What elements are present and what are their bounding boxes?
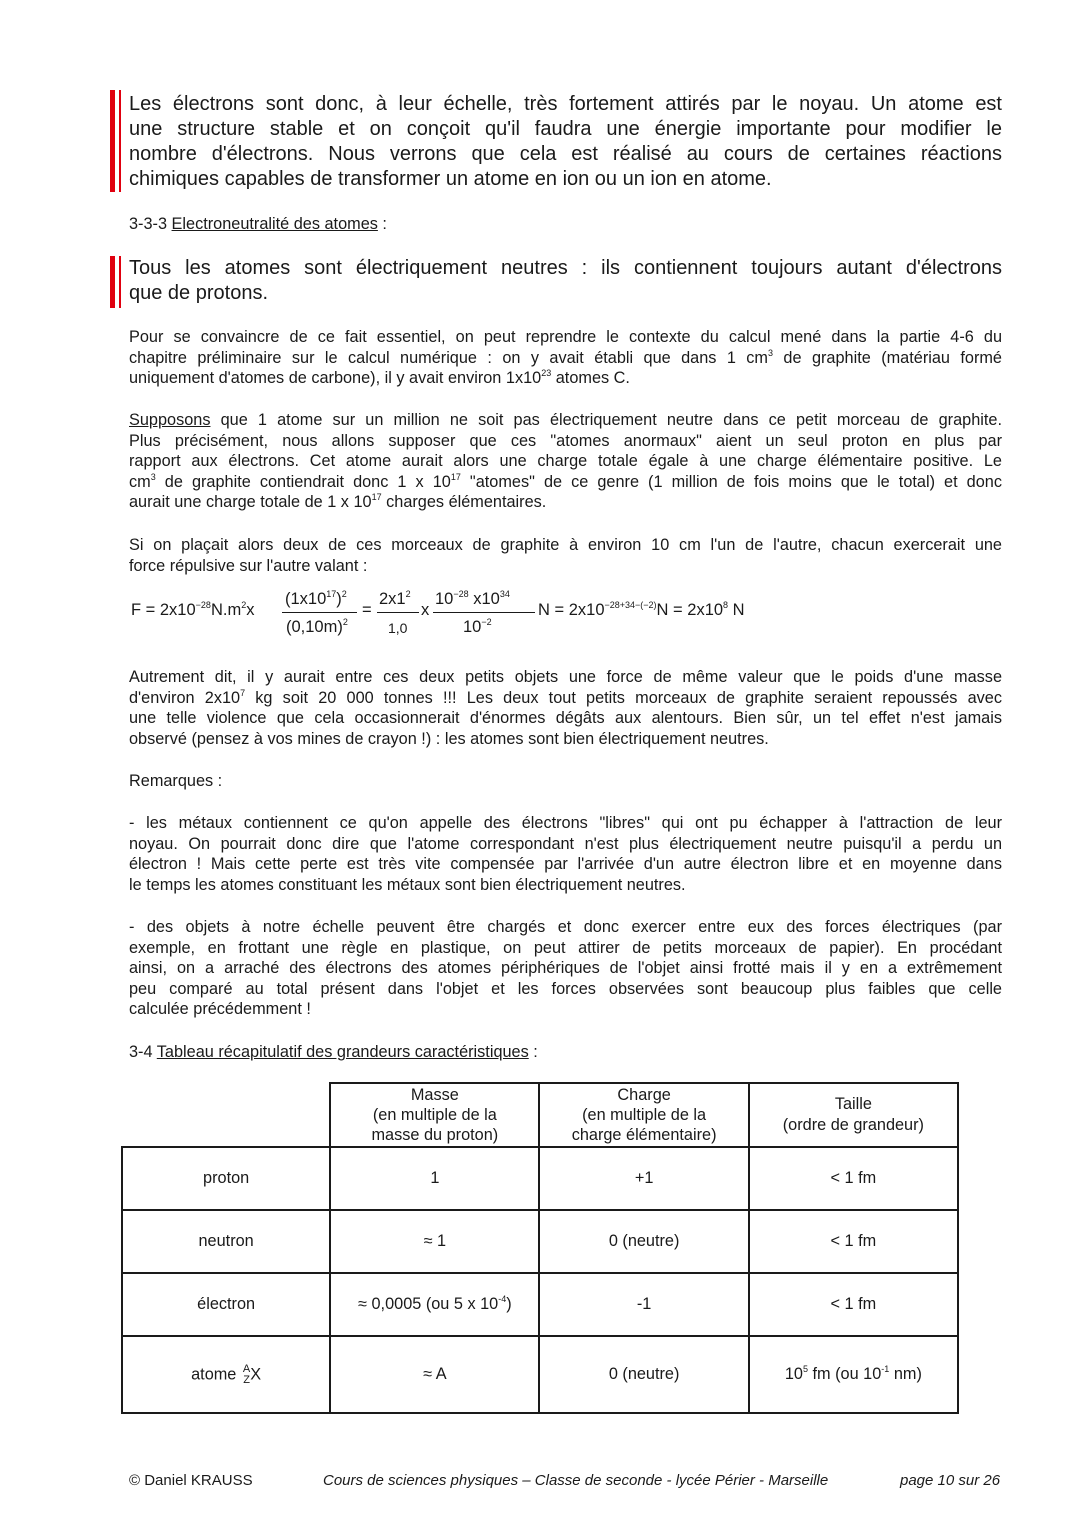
formula-text: 2x1 [379,590,406,608]
text-run-underlined: Supposons [129,411,211,429]
formula-denominator [286,618,348,637]
superscript: 7 [240,687,246,698]
cell-taille: < 1 fm [749,1147,958,1210]
footer-author: © Daniel KRAUSS [129,1472,253,1489]
text-run: que 1 atome sur un million ne soit pas électriquement neutre dans ce petit morceau de graphite. [210,411,1002,429]
header-line: Taille [834,1095,872,1113]
table-header-row [122,1083,958,1147]
section-number: 3-4 [129,1043,153,1061]
remark-charged-objects [129,917,1002,1020]
row-label: électron [122,1273,330,1336]
text-line: le temps les atomes constituant les métaux sont bien électriquement neutres. [129,875,686,894]
superscript: -4 [498,1294,507,1304]
text-run: aurait une charge totale de 1 x 10 [129,493,372,512]
text-run: charges élémentaires. [381,493,547,512]
header-line: (en multiple de la [372,1106,497,1124]
formula-numerator [379,590,411,609]
header-line: (ordre de grandeur) [782,1116,924,1134]
superscript: 3 [150,471,156,482]
formula-text: x [246,601,255,619]
cell-charge: -1 [539,1273,748,1336]
margin-bar [119,90,121,192]
row-label: proton [122,1147,330,1210]
header-masse [330,1083,539,1147]
text-line: - les métaux contiennent ce qu'on appelle des électrons "libres" qui ont pu échapper à l'attraction de leur [129,814,1002,832]
header-line: Masse [410,1086,459,1104]
formula-text: N [728,601,745,619]
fraction-bar [377,612,419,613]
margin-bar [110,256,115,308]
superscript: 3 [768,347,774,358]
formula-times: x [421,601,430,619]
fraction-bar [433,612,535,613]
intro-paragraph [129,92,1002,192]
text-line: une telle violence que cela occasionnerait d'énormes dégâts aux alentours. Bien sûr, un tel effet n'est jamais [129,709,1002,728]
text-run: uniquement d'atomes de carbone), il y avait environ 1x10 [129,369,542,388]
formula-text: F = 2x10 [131,601,196,619]
cell-text: ) [506,1295,512,1313]
formula-text: (1x10 [285,590,327,608]
text-line [129,410,1002,431]
cell-taille: < 1 fm [749,1273,958,1336]
header-line: (en multiple de la [582,1106,707,1124]
text-line: observé (pensez à vos mines de crayon !) : les atomes sont bien électriquement neutres. [129,729,769,748]
text-run: atomes C. [551,369,630,388]
table-row [122,1336,958,1413]
formula-exponent: 34 [499,589,510,599]
header-line: Charge [617,1086,671,1104]
superscript: 5 [802,1364,808,1374]
cell-text: ≈ 0,0005 (ou 5 x 10 [358,1295,499,1313]
intro-line: une structure stable et on conçoit qu'il faudra une énergie importante pour modifier le [129,118,1002,140]
formula-text: N = 2x10 [538,601,605,619]
margin-bar [110,90,115,192]
row-label [122,1336,330,1413]
remarks-title: Remarques : [129,772,223,790]
text-line: peu comparé au total présent dans l'objet et les forces observées sont beaucoup plus faibles que celle [129,979,1002,998]
intro-line: chimiques capables de transformer un atome en ion ou un ion en atome. [129,168,772,190]
formula-denominator [463,618,492,637]
text-line: Pour se convaincre de ce fait essentiel, on peut reprendre le contexte du calcul mené dans la partie 4-6 du [129,328,1002,346]
text-line: - des objets à notre échelle peuvent être chargés et donc exercer entre eux des forces électriques (par [129,918,1002,936]
key-statement-line: que de protons. [129,282,268,304]
formula-exponent: −28 [195,600,211,610]
formula-exponent: 2 [341,589,347,599]
cell-text: nm) [889,1365,922,1383]
text-line: rapport aux électrons. Cet atome aurait alors une charge totale égale à une charge élémentaire positive. Le [129,452,1002,471]
text-line: calculée précédemment ! [129,1000,311,1019]
formula-denominator: 1,0 [388,620,408,636]
section-number: 3-3-3 [129,215,168,233]
text-run: "atomes" de ce genre (1 million de fois moins que le total) et donc [460,472,1002,491]
text-line [129,492,1002,513]
formula-exponent: 8 [723,600,729,610]
formula-exponent: −2 [481,617,492,627]
cell-text: fm (ou 10 [807,1365,882,1383]
footer-page-number: page 10 sur 26 [900,1472,1001,1489]
paragraph-force [129,535,1002,576]
text-run: de graphite contiendrait donc 1 x 10 [155,472,451,491]
text-run: de graphite (matériau formé [773,348,1002,367]
formula-numerator [435,590,510,609]
key-statement [129,256,1002,306]
section-title: Electroneutralité des atomes [171,215,378,233]
formula-equals: = [362,601,372,619]
paragraph-conclusion [129,667,1002,749]
formula-text: (0,10m) [286,618,343,636]
section-heading-333 [129,214,387,235]
cell-charge: +1 [539,1147,748,1210]
text-run: cm [129,472,151,491]
mass-number: A [242,1362,251,1375]
formula-exponent: −28+34−(−2) [604,600,657,610]
table-row [122,1147,958,1210]
fraction-bar [282,612,357,613]
table-row [122,1273,958,1336]
paragraph-hypothesis [129,410,1002,513]
superscript: 23 [541,368,552,379]
cell-masse: 1 [330,1147,539,1210]
text-line: noyau. On pourrait donc dire que l'atome correspondant n'est plus électriquement neutre puisqu'il a perdu un [129,834,1002,853]
footer-course: Cours de sciences physiques – Classe de seconde - lycée Périer - Marseille [323,1472,829,1489]
text-line: Autrement dit, il y aurait entre ces deux petits objets une force de même valeur que le poids d'une masse [129,668,1002,686]
superscript: 17 [371,492,382,503]
text-line: Si on plaçait alors deux de ces morceaux de graphite à environ 10 cm l'un de l'autre, chacun exercerait une [129,536,1002,554]
text-line: Plus précisément, nous allons supposer que ces "atomes anormaux" aient un seul proton en plus par [129,431,1002,450]
cell-masse [330,1273,539,1336]
remark-metals [129,813,1002,895]
formula-exponent: 2 [405,589,411,599]
margin-bar [119,256,121,308]
cell-taille: < 1 fm [749,1210,958,1273]
summary-table [121,1082,959,1414]
superscript: -1 [881,1364,890,1374]
cell-text: atome [191,1364,237,1383]
cell-masse: ≈ A [330,1336,539,1413]
header-taille [749,1083,958,1147]
section-colon: : [382,215,387,233]
intro-line: nombre d'électrons. Nous verrons que cela est réalisé au cours de certaines réactions [129,143,1002,165]
formula-text: N = 2x10 [656,601,724,619]
formula-text: 10 [463,618,482,636]
key-statement-line: Tous les atomes sont électriquement neutres : ils contiennent toujours autant d'électrons [129,257,1002,279]
formula-text: ) [336,590,342,608]
cell-text: 10 [784,1365,803,1383]
formula-lhs [131,601,254,620]
text-line [129,368,1002,389]
text-line [129,348,1002,369]
cell-charge: 0 (neutre) [539,1210,748,1273]
table-row [122,1210,958,1273]
formula-exponent: 2 [342,617,348,627]
header-line: masse du proton) [371,1126,499,1144]
paragraph-graphite [129,327,1002,389]
text-line: force répulsive sur l'autre valant : [129,556,368,575]
text-run: chapitre préliminaire sur le calcul numérique : on y avait établi que dans 1 cm [129,348,768,367]
table-corner [122,1083,330,1147]
header-charge [539,1083,748,1147]
formula-text: 10 [435,590,454,608]
nuclide-symbol [243,1364,261,1386]
formula-rhs [538,601,745,620]
section-colon: : [533,1043,538,1061]
atomic-number: Z [243,1373,250,1386]
text-line: ainsi, on a arraché des électrons des atomes périphériques de l'objet ainsi frotté mais il y en a extrêmement [129,959,1002,978]
header-line: charge élémentaire) [571,1126,717,1144]
text-run: d'environ 2x10 [129,688,241,707]
intro-line: Les électrons sont donc, à leur échelle, très fortement attirés par le noyau. Un atome est [129,93,1002,115]
section-title: Tableau récapitulatif des grandeurs caractéristiques [156,1043,529,1061]
text-line [129,688,1002,709]
cell-masse: ≈ 1 [330,1210,539,1273]
cell-taille [749,1336,958,1413]
superscript: 17 [450,471,461,482]
section-heading-34 [129,1042,538,1063]
formula-exponent: −28 [453,589,469,599]
cell-charge: 0 (neutre) [539,1336,748,1413]
text-line: exemple, en frottant une règle en plastique, on peut attirer de petits morceaux de papier). En procédant [129,938,1002,957]
row-label: neutron [122,1210,330,1273]
element-symbol: X [250,1365,262,1383]
text-line [129,472,1002,493]
text-line: électron ! Mais cette perte est très vite compensée par l'arrivée d'un autre électron libre et en moyenne dans [129,855,1002,874]
formula-exponent: 17 [326,589,337,599]
formula-text: N.m [210,601,242,619]
text-run: kg soit 20 000 tonnes !!! Les deux tout petits morceaux de graphite seraient repoussés avec [245,688,1002,707]
formula-exponent: 2 [241,600,247,610]
formula-text: x10 [468,590,500,608]
formula-numerator [285,590,347,609]
